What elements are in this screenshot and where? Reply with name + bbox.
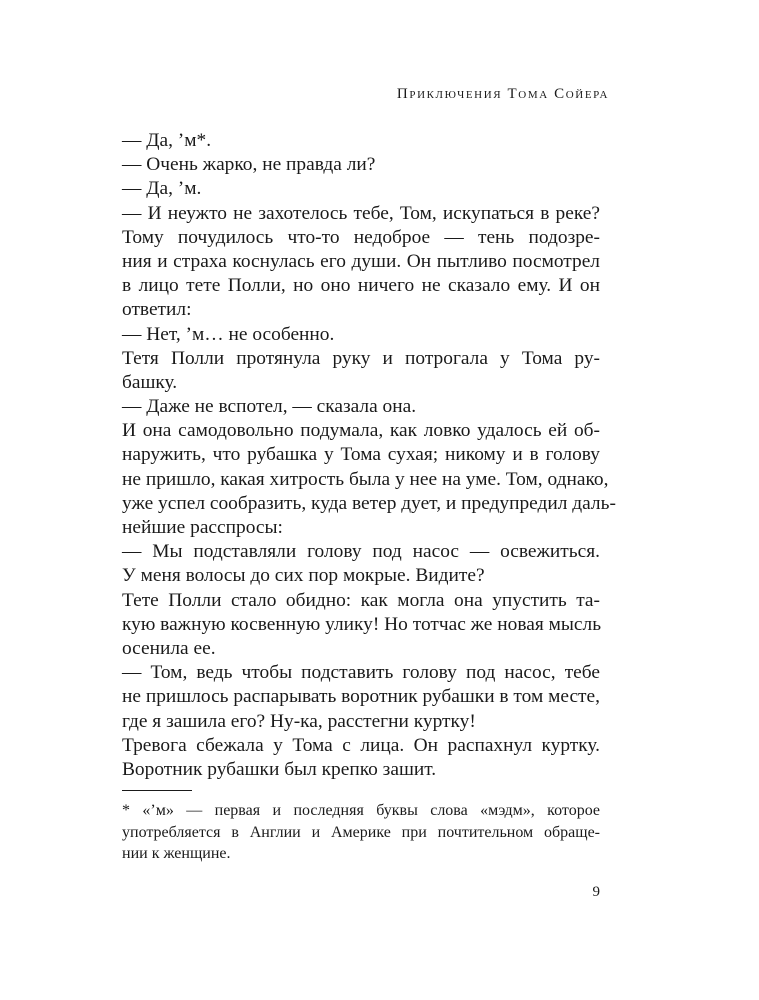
text-line: — Очень жарко, не правда ли?: [122, 154, 376, 176]
text-line: нейшие расспросы:: [122, 517, 283, 538]
body-text: [122, 129, 616, 782]
text-line: И она самодовольно подумала, как ловко удалось ей об-: [122, 420, 600, 442]
text-line: ния и страха коснулась его души. Он пытливо посмотрел: [122, 250, 600, 272]
text-line: — И неужто не захотелось тебе, Том, искупаться в реке?: [122, 202, 600, 224]
text-line: — Мы подставляли голову под насос — освежиться.: [122, 541, 600, 563]
text-line: — Да, ’м*.: [122, 130, 212, 151]
text-line: не пришлось распарывать воротник рубашки в том месте,: [122, 686, 600, 708]
text-line: — Нет, ’м… не особенно.: [122, 323, 335, 345]
footnote-line: * «’м» — первая и последняя буквы слова «мэдм», которое: [122, 802, 600, 819]
running-head: Приключения Тома Сойера: [396, 86, 609, 102]
text-line: Тетя Полли протянула руку и потрогала у Тома ру-: [122, 347, 600, 369]
text-line: Тревога сбежала у Тома с лица. Он распахнул куртку.: [122, 734, 600, 756]
text-line: — Даже не вспотел, — сказала она.: [122, 396, 417, 418]
footnote-line: употребляется в Англии и Америке при почтительном обраще-: [122, 823, 600, 841]
text-line: в лицо тете Полли, но оно ничего не сказало ему. И он: [122, 275, 600, 297]
text-line: кую важную косвенную улику! Но тотчас же новая мысль: [122, 613, 602, 635]
text-line: — Да, ’м.: [122, 178, 202, 200]
text-line: осенила ее.: [122, 637, 216, 659]
text-line: — Том, ведь чтобы подставить голову под насос, тебе: [122, 662, 600, 684]
footnote-line: нии к женщине.: [122, 845, 231, 862]
page-number: 9: [592, 884, 600, 900]
text-line: У меня волосы до сих пор мокрые. Видите?: [122, 565, 485, 587]
footnote: [122, 800, 600, 865]
text-line: Тете Полли стало обидно: как могла она упустить та-: [122, 589, 600, 611]
text-line: Тому почудилось что-то недоброе — тень подозре-: [122, 226, 600, 248]
text-line: не пришло, какая хитрость была у нее на уме. Том, однако,: [122, 468, 609, 490]
text-line: башку.: [122, 371, 178, 393]
text-line: наружить, что рубашка у Тома сухая; никому и в голову: [122, 444, 600, 466]
footnote-rule: [122, 790, 192, 791]
text-line: где я зашила его? Ну-ка, расстегни куртку!: [122, 710, 476, 732]
text-line: ответил:: [122, 299, 192, 321]
text-line: Воротник рубашки был крепко зашит.: [122, 758, 437, 780]
text-line: уже успел сообразить, куда ветер дует, и предупредил даль-: [122, 492, 616, 514]
